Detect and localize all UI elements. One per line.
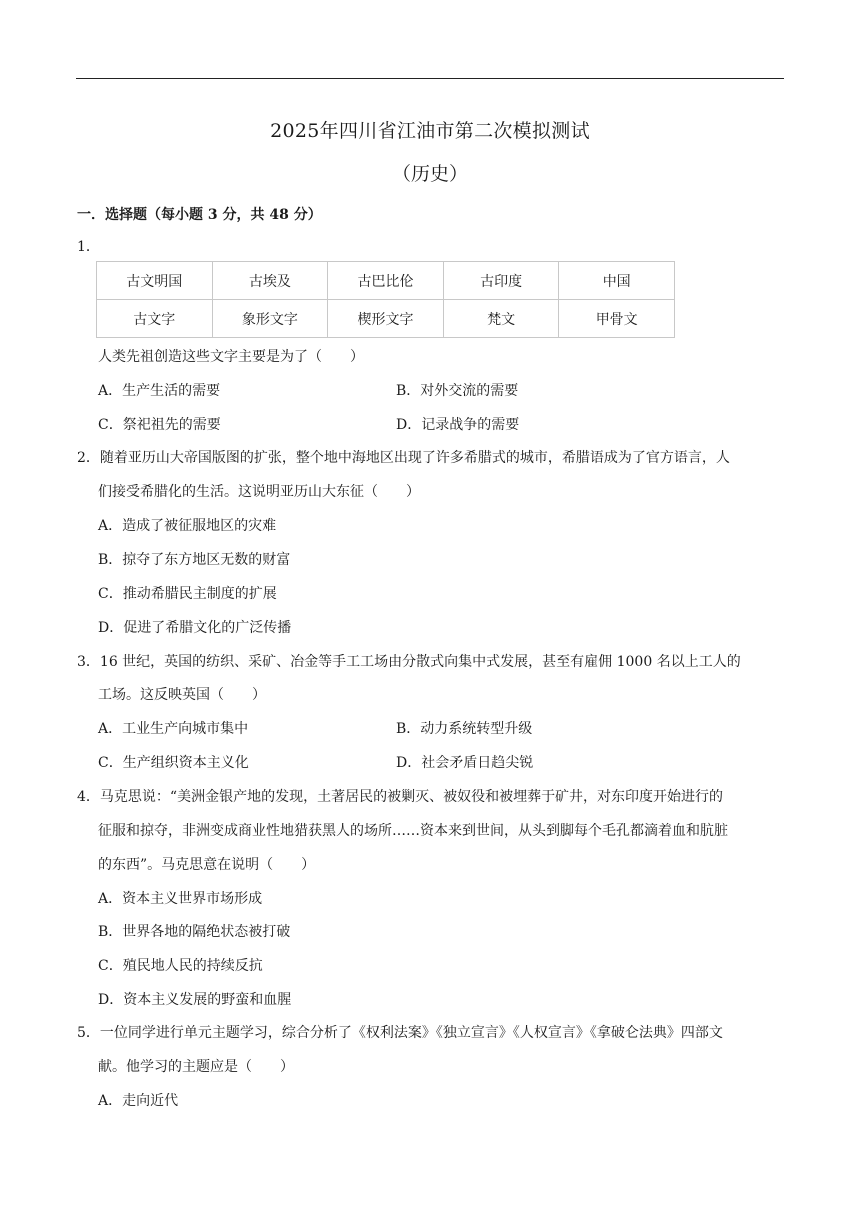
section-heading: 一．选择题（每小题 3 分，共 48 分）	[77, 207, 322, 223]
question-3-option-a: A．工业生产向城市集中	[98, 721, 249, 737]
table-row	[97, 262, 675, 300]
table-cell: 古巴比伦	[328, 262, 444, 300]
question-2-stem-line-1: 2．随着亚历山大帝国版图的扩张，整个地中海地区出现了许多希腊式的城市，希腊语成为了官方语言，人	[77, 450, 730, 466]
question-4-option-d: D．资本主义发展的野蛮和血腥	[98, 992, 292, 1008]
table-cell: 楔形文字	[328, 300, 444, 338]
table-row	[97, 300, 675, 338]
question-2-stem-line-2: 们接受希腊化的生活。这说明亚历山大东征（ ）	[98, 484, 420, 500]
question-2-option-c: C．推动希腊民主制度的扩展	[98, 586, 277, 602]
question-2-option-d: D．促进了希腊文化的广泛传播	[98, 620, 292, 636]
table-cell: 甲骨文	[559, 300, 675, 338]
table-cell: 梵文	[443, 300, 559, 338]
question-3-option-d: D．社会矛盾日趋尖锐	[396, 755, 534, 771]
question-3-stem-line-2: 工场。这反映英国（ ）	[98, 687, 266, 703]
page-title: 2025年四川省江油市第二次模拟测试	[270, 120, 590, 142]
question-4-option-a: A．资本主义世界市场形成	[98, 891, 263, 907]
header-rule	[76, 78, 784, 79]
question-3-option-b: B．动力系统转型升级	[396, 721, 533, 737]
question-1-option-b: B．对外交流的需要	[396, 383, 519, 399]
question-5-stem-line-2: 献。他学习的主题应是（ ）	[98, 1059, 294, 1075]
question-2-option-b: B．掠夺了东方地区无数的财富	[98, 552, 291, 568]
question-2-option-a: A．造成了被征服地区的灾难	[98, 518, 277, 534]
table-cell: 象形文字	[212, 300, 328, 338]
question-3-stem-line-1: 3．16 世纪，英国的纺织、采矿、冶金等手工工场由分散式向集中式发展，甚至有雇佣 1000 名以上工人的	[77, 654, 741, 670]
page-subtitle: （历史）	[391, 163, 468, 185]
question-1-option-c: C．祭祀祖先的需要	[98, 417, 221, 433]
question-3-option-c: C．生产组织资本主义化	[98, 755, 249, 771]
question-1-stem: 人类先祖创造这些文字主要是为了（ ）	[98, 349, 364, 365]
question-4-stem-line-1: 4．马克思说：“美洲金银产地的发现，土著居民的被剿灭、被奴役和被埋葬于矿井，对东印度开始进行的	[77, 789, 724, 805]
question-4-stem-line-3: 的东西”。马克思意在说明（ ）	[98, 857, 316, 873]
table-cell: 古印度	[443, 262, 559, 300]
table-cell: 中国	[559, 262, 675, 300]
table-cell: 古文明国	[97, 262, 213, 300]
question-5-stem-line-1: 5．一位同学进行单元主题学习，综合分析了《权利法案》《独立宣言》《人权宣言》《拿破仑法典》四部文	[77, 1025, 723, 1041]
table-cell: 古埃及	[212, 262, 328, 300]
question-1-option-a: A．生产生活的需要	[98, 383, 221, 399]
question-1-number: 1．	[77, 239, 100, 255]
table-cell: 古文字	[97, 300, 213, 338]
question-4-option-b: B．世界各地的隔绝状态被打破	[98, 924, 291, 940]
question-4-option-c: C．殖民地人民的持续反抗	[98, 958, 263, 974]
question-4-stem-line-2: 征服和掠夺，非洲变成商业性地猎获黑人的场所……资本来到世间，从头到脚每个毛孔都滴着血和肮脏	[98, 823, 728, 839]
question-5-option-a: A．走向近代	[98, 1093, 179, 1109]
question-1-option-d: D．记录战争的需要	[396, 417, 520, 433]
civilization-script-table	[96, 261, 675, 338]
